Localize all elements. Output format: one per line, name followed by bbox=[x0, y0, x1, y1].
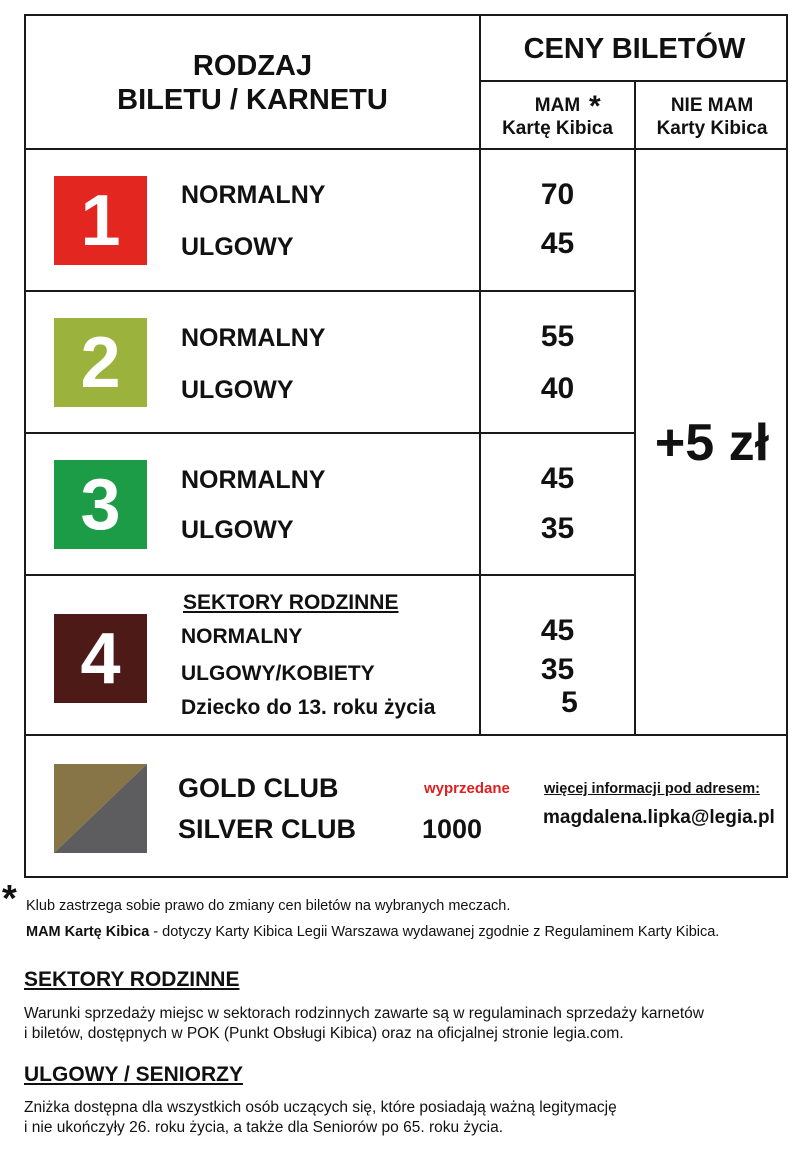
family-section-line-2: i biletów, dostępnych w POK (Punkt Obsługi Kibica) oraz na oficjalnej stronie legia.com. bbox=[24, 1025, 624, 1042]
seniors-section-line-1: Zniżka dostępna dla wszystkich osób uczących się, które posiadają ważną legitymację bbox=[24, 1099, 617, 1116]
sector-2-reduced-label: ULGOWY bbox=[181, 376, 294, 404]
sector-3-normal-price: 45 bbox=[540, 462, 575, 495]
sector-4-normal-price: 45 bbox=[540, 614, 575, 647]
sector-1-reduced-price: 45 bbox=[540, 227, 575, 260]
footnote-line-2 bbox=[26, 924, 719, 940]
footnote-line-2-bold: MAM Kartę Kibica bbox=[26, 924, 150, 940]
more-info-label: więcej informacji pod adresem: bbox=[544, 781, 760, 797]
gold-club-label: GOLD CLUB bbox=[178, 773, 339, 803]
family-section-text bbox=[24, 1004, 794, 1044]
sector-2-normal-label: NORMALNY bbox=[181, 324, 326, 352]
sector-4-badge: 4 bbox=[54, 614, 147, 703]
footnote-line-2-rest: - dotyczy Karty Kibica Legii Warszawa wydawanej zgodnie z Regulaminem Karty Kibica. bbox=[149, 924, 720, 940]
column-header-without-card-line1: NIE MAM bbox=[670, 95, 754, 116]
prices-header: CENY BILETÓW bbox=[523, 32, 746, 65]
ticket-type-header bbox=[26, 16, 479, 150]
seniors-section-line-2: i nie ukończyły 26. roku życia, a także dla Seniorów po 65. roku życia. bbox=[24, 1119, 504, 1136]
divider-row-3 bbox=[26, 574, 634, 576]
footnote-line-1: Klub zastrzega sobie prawo do zmiany cen biletów na wybranych meczach. bbox=[26, 898, 511, 914]
family-sectors-title: SEKTORY RODZINNE bbox=[183, 591, 399, 614]
club-badge bbox=[54, 764, 147, 853]
sector-4-normal-label: NORMALNY bbox=[181, 625, 303, 648]
sector-3-reduced-label: ULGOWY bbox=[181, 516, 294, 544]
asterisk-marker: * bbox=[589, 90, 601, 123]
sector-4-child-label: Dziecko do 13. roku życia bbox=[181, 696, 436, 719]
sector-2-reduced-price: 40 bbox=[540, 372, 575, 405]
sector-1-normal-label: NORMALNY bbox=[181, 181, 326, 209]
ticket-price-table bbox=[24, 14, 788, 878]
column-header-without-card-line2: Karty Kibica bbox=[656, 118, 768, 139]
no-card-surcharge: +5 zł bbox=[654, 414, 770, 472]
sector-2-badge: 2 bbox=[54, 318, 147, 407]
sector-1-reduced-label: ULGOWY bbox=[181, 233, 294, 261]
ticket-type-header-line2: BILETU / KARNETU bbox=[117, 84, 388, 116]
sector-3-reduced-price: 35 bbox=[540, 512, 575, 545]
column-header-with-card-line2: Kartę Kibica bbox=[502, 118, 613, 139]
sector-1-badge: 1 bbox=[54, 176, 147, 265]
sector-1-normal-price: 70 bbox=[540, 178, 575, 211]
divider-row-2 bbox=[26, 432, 634, 434]
sector-4-reduced-price: 35 bbox=[540, 653, 575, 686]
sector-3-normal-label: NORMALNY bbox=[181, 466, 326, 494]
gold-club-status: wyprzedane bbox=[424, 780, 510, 797]
ticket-type-header-line1: RODZAJ bbox=[192, 50, 313, 82]
family-section-line-1: Warunki sprzedaży miejsc w sektorach rodzinnych zawarte są w regulaminach sprzedaży karnetów bbox=[24, 1005, 704, 1022]
column-header-with-card-line1: MAM bbox=[534, 95, 581, 116]
sector-3-badge: 3 bbox=[54, 460, 147, 549]
divider-row-1 bbox=[26, 290, 634, 292]
silver-club-label: SILVER CLUB bbox=[178, 814, 357, 844]
footnote-asterisk: * bbox=[2, 878, 17, 920]
silver-club-price: 1000 bbox=[422, 814, 483, 844]
family-section-heading: SEKTORY RODZINNE bbox=[24, 968, 240, 991]
sector-4-reduced-label: ULGOWY/KOBIETY bbox=[181, 662, 375, 685]
column-header-without-card bbox=[636, 84, 788, 150]
column-header-with-card bbox=[481, 84, 634, 150]
sector-4-child-price: 5 bbox=[561, 686, 578, 719]
seniors-section-text bbox=[24, 1098, 794, 1138]
seniors-section-heading: ULGOWY / SENIORZY bbox=[24, 1063, 243, 1086]
sector-2-normal-price: 55 bbox=[540, 320, 575, 353]
contact-email-link[interactable]: magdalena.lipka@legia.pl bbox=[543, 807, 775, 828]
